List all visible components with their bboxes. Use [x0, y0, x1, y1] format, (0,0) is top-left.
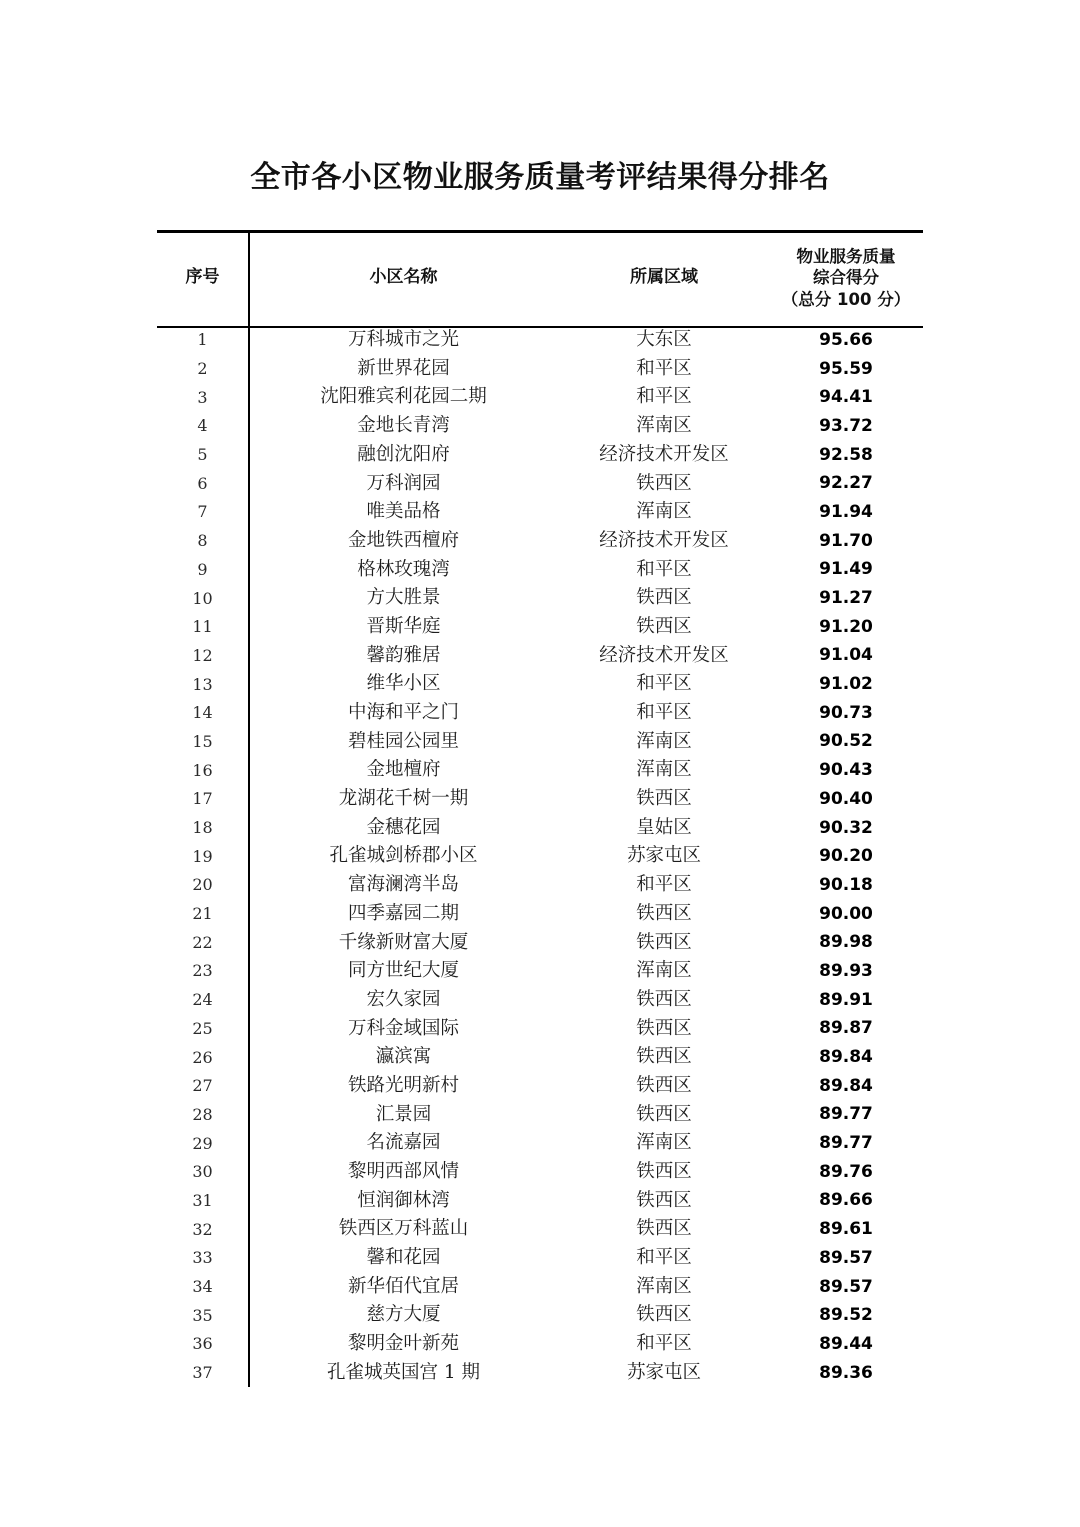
cell-community-name: 恒润御林湾	[357, 1189, 450, 1211]
cell-score: 92.58	[819, 444, 873, 465]
table-top-rule	[157, 230, 923, 233]
cell-community-name: 金地长青湾	[357, 415, 450, 437]
cell-index: 31	[192, 1190, 213, 1210]
cell-score: 95.66	[819, 329, 873, 350]
table-row	[157, 1244, 923, 1273]
cell-community-name: 方大胜景	[366, 587, 441, 609]
cell-score: 89.36	[819, 1362, 873, 1383]
cell-index: 13	[192, 674, 213, 694]
table-row	[157, 785, 923, 814]
table-row	[157, 584, 923, 613]
table-column-divider	[248, 230, 250, 1387]
column-header-area-line: 所属区域	[630, 267, 698, 288]
cell-index: 37	[192, 1363, 213, 1383]
cell-district: 浑南区	[636, 1275, 692, 1297]
cell-district: 和平区	[636, 558, 692, 580]
table-row	[157, 928, 923, 957]
cell-index: 36	[192, 1334, 213, 1354]
table-row	[157, 986, 923, 1015]
table-row	[157, 383, 923, 412]
cell-index: 11	[192, 617, 213, 637]
cell-community-name: 同方世纪大厦	[347, 960, 459, 982]
table-row	[157, 871, 923, 900]
cell-district: 浑南区	[636, 501, 692, 523]
cell-score: 89.91	[819, 989, 873, 1010]
cell-index: 5	[197, 445, 208, 465]
table-row	[157, 1187, 923, 1216]
cell-community-name: 维华小区	[366, 673, 441, 695]
table-row	[157, 1101, 923, 1130]
cell-district: 和平区	[636, 357, 692, 379]
cell-index: 34	[192, 1277, 213, 1297]
cell-score: 90.00	[819, 903, 873, 924]
cell-district: 铁西区	[636, 1074, 692, 1096]
column-header-index	[157, 230, 248, 326]
table-row	[157, 1043, 923, 1072]
cell-index: 23	[192, 961, 213, 981]
cell-score: 89.52	[819, 1305, 873, 1326]
cell-district: 经济技术开发区	[599, 529, 729, 551]
cell-district: 铁西区	[636, 788, 692, 810]
cell-index: 29	[192, 1133, 213, 1153]
cell-index: 27	[192, 1076, 213, 1096]
cell-community-name: 沈阳雅宾利花园二期	[320, 386, 487, 408]
cell-district: 皇姑区	[636, 816, 692, 838]
cell-district: 苏家屯区	[626, 1361, 701, 1383]
cell-community-name: 万科城市之光	[347, 329, 459, 351]
table-row	[157, 326, 923, 355]
cell-community-name: 金穗花园	[366, 816, 441, 838]
cell-community-name: 铁西区万科蓝山	[338, 1218, 469, 1240]
cell-community-name: 富海澜湾半岛	[347, 874, 459, 896]
cell-score: 89.61	[819, 1219, 873, 1240]
cell-community-name: 馨韵雅居	[366, 644, 441, 666]
cell-district: 浑南区	[636, 1132, 692, 1154]
cell-district: 铁西区	[636, 1103, 692, 1125]
cell-index: 8	[197, 531, 208, 551]
table-row	[157, 1129, 923, 1158]
table-row	[157, 842, 923, 871]
cell-score: 89.76	[819, 1161, 873, 1182]
cell-district: 和平区	[636, 874, 692, 896]
cell-district: 和平区	[636, 673, 692, 695]
table-row	[157, 1273, 923, 1302]
cell-index: 35	[192, 1305, 213, 1325]
table-row	[157, 1072, 923, 1101]
cell-index: 2	[197, 359, 208, 379]
cell-score: 91.02	[819, 674, 873, 695]
column-header-score-line-3: （总分 100 分）	[781, 289, 911, 309]
cell-score: 91.04	[819, 645, 873, 666]
cell-community-name: 慈方大厦	[366, 1304, 441, 1326]
table-row	[157, 957, 923, 986]
cell-index: 19	[192, 846, 213, 866]
cell-community-name: 碧桂园公园里	[347, 730, 459, 752]
cell-index: 33	[192, 1248, 213, 1268]
cell-index: 32	[192, 1219, 213, 1239]
cell-district: 铁西区	[636, 472, 692, 494]
cell-community-name: 黎明西部风情	[347, 1161, 459, 1183]
cell-index: 25	[192, 1018, 213, 1038]
table-row	[157, 1301, 923, 1330]
cell-score: 90.73	[819, 702, 873, 723]
cell-score: 90.40	[819, 788, 873, 809]
cell-community-name: 汇景园	[375, 1103, 432, 1125]
table-row	[157, 670, 923, 699]
column-header-name-line: 小区名称	[369, 267, 438, 288]
cell-score: 89.84	[819, 1047, 873, 1068]
cell-district: 大东区	[636, 329, 692, 351]
cell-district: 铁西区	[636, 615, 692, 637]
cell-index: 7	[197, 502, 208, 522]
cell-score: 89.84	[819, 1075, 873, 1096]
table-row	[157, 498, 923, 527]
table-row	[157, 469, 923, 498]
ranking-table-container	[157, 230, 923, 1387]
cell-index: 6	[197, 473, 208, 493]
cell-community-name: 新华佰代宜居	[347, 1275, 459, 1297]
table-row	[157, 1330, 923, 1359]
cell-district: 和平区	[636, 1247, 692, 1269]
cell-index: 3	[197, 387, 208, 407]
table-row	[157, 412, 923, 441]
cell-score: 90.20	[819, 846, 873, 867]
cell-index: 9	[197, 559, 208, 579]
table-row	[157, 1015, 923, 1044]
cell-community-name: 名流嘉园	[366, 1132, 441, 1154]
cell-score: 91.94	[819, 501, 873, 522]
cell-index: 18	[192, 818, 213, 838]
cell-score: 90.52	[819, 731, 873, 752]
cell-district: 苏家屯区	[626, 845, 701, 867]
cell-score: 94.41	[819, 387, 873, 408]
column-header-name	[248, 230, 559, 326]
cell-district: 和平区	[636, 386, 692, 408]
cell-district: 经济技术开发区	[599, 443, 729, 465]
cell-score: 91.49	[819, 559, 873, 580]
cell-district: 铁西区	[636, 1046, 692, 1068]
cell-score: 89.57	[819, 1247, 873, 1268]
cell-score: 91.20	[819, 616, 873, 637]
cell-index: 28	[192, 1104, 213, 1124]
table-row	[157, 441, 923, 470]
cell-district: 铁西区	[636, 931, 692, 953]
cell-community-name: 千缘新财富大厦	[338, 931, 469, 953]
table-row	[157, 556, 923, 585]
column-header-score	[769, 230, 923, 326]
cell-score: 89.98	[819, 932, 873, 953]
cell-community-name: 万科金域国际	[347, 1017, 459, 1039]
cell-index: 14	[192, 703, 213, 723]
cell-community-name: 新世界花园	[357, 357, 450, 379]
cell-index: 24	[192, 990, 213, 1010]
table-row	[157, 355, 923, 384]
cell-score: 89.66	[819, 1190, 873, 1211]
cell-district: 铁西区	[636, 1017, 692, 1039]
cell-district: 铁西区	[636, 1189, 692, 1211]
cell-district: 经济技术开发区	[599, 644, 729, 666]
cell-community-name: 晋斯华庭	[366, 615, 441, 637]
column-header-area	[559, 230, 769, 326]
table-row	[157, 699, 923, 728]
column-header-index-line: 序号	[185, 267, 220, 288]
cell-index: 30	[192, 1162, 213, 1182]
column-header-score-line-1: 物业服务质量	[796, 247, 896, 267]
cell-score: 89.44	[819, 1333, 873, 1354]
table-header-row	[157, 230, 923, 326]
table-row	[157, 642, 923, 671]
table-row	[157, 1215, 923, 1244]
cell-community-name: 孔雀城剑桥郡小区	[329, 845, 478, 867]
cell-community-name: 融创沈阳府	[357, 443, 450, 465]
cell-score: 93.72	[819, 415, 873, 436]
page-title: 全市各小区物业服务质量考评结果得分排名	[250, 160, 830, 195]
cell-community-name: 中海和平之门	[347, 702, 459, 724]
cell-index: 26	[192, 1047, 213, 1067]
cell-community-name: 金地铁西檀府	[347, 529, 459, 551]
cell-district: 铁西区	[636, 902, 692, 924]
cell-community-name: 宏久家园	[366, 988, 441, 1010]
cell-community-name: 馨和花园	[366, 1247, 441, 1269]
cell-index: 21	[192, 904, 213, 924]
cell-score: 89.77	[819, 1104, 873, 1125]
table-row	[157, 814, 923, 843]
cell-district: 铁西区	[636, 1218, 692, 1240]
cell-community-name: 格林玫瑰湾	[357, 558, 450, 580]
table-row	[157, 1158, 923, 1187]
column-header-score-line-2: 综合得分	[813, 268, 879, 288]
cell-score: 92.27	[819, 473, 873, 494]
cell-district: 铁西区	[636, 587, 692, 609]
cell-score: 91.70	[819, 530, 873, 551]
cell-score: 90.43	[819, 760, 873, 781]
cell-community-name: 龙湖花千树一期	[338, 788, 469, 810]
cell-index: 20	[192, 875, 213, 895]
cell-community-name: 黎明金叶新苑	[347, 1333, 459, 1355]
cell-score: 90.32	[819, 817, 873, 838]
cell-index: 15	[192, 731, 213, 751]
table-row	[157, 756, 923, 785]
cell-score: 89.93	[819, 960, 873, 981]
cell-index: 1	[197, 330, 208, 350]
cell-district: 浑南区	[636, 960, 692, 982]
cell-community-name: 四季嘉园二期	[347, 902, 459, 924]
cell-community-name: 铁路光明新村	[347, 1074, 459, 1096]
cell-district: 浑南区	[636, 415, 692, 437]
cell-district: 和平区	[636, 1333, 692, 1355]
cell-score: 95.59	[819, 358, 873, 379]
table-body	[157, 326, 923, 1387]
cell-score: 89.77	[819, 1133, 873, 1154]
cell-district: 铁西区	[636, 1161, 692, 1183]
cell-community-name: 金地檀府	[366, 759, 441, 781]
cell-community-name: 瀛滨寓	[375, 1046, 432, 1068]
cell-score: 90.18	[819, 874, 873, 895]
cell-district: 浑南区	[636, 759, 692, 781]
cell-index: 16	[192, 760, 213, 780]
cell-district: 铁西区	[636, 988, 692, 1010]
table-row	[157, 1359, 923, 1388]
table-head	[157, 230, 923, 326]
cell-community-name: 唯美品格	[366, 501, 441, 523]
cell-community-name: 万科润园	[366, 472, 441, 494]
cell-district: 和平区	[636, 702, 692, 724]
cell-score: 91.27	[819, 588, 873, 609]
cell-district: 铁西区	[636, 1304, 692, 1326]
cell-index: 22	[192, 932, 213, 952]
cell-community-name: 孔雀城英国宫 1 期	[326, 1361, 481, 1383]
cell-index: 12	[192, 645, 213, 665]
table-row	[157, 728, 923, 757]
cell-score: 89.87	[819, 1018, 873, 1039]
table-header-rule	[157, 326, 923, 328]
cell-score: 89.57	[819, 1276, 873, 1297]
ranking-table	[157, 230, 923, 1387]
cell-district: 浑南区	[636, 730, 692, 752]
table-row	[157, 613, 923, 642]
cell-index: 4	[197, 416, 208, 436]
cell-index: 10	[192, 588, 213, 608]
table-row	[157, 527, 923, 556]
table-row	[157, 900, 923, 929]
cell-index: 17	[192, 789, 213, 809]
